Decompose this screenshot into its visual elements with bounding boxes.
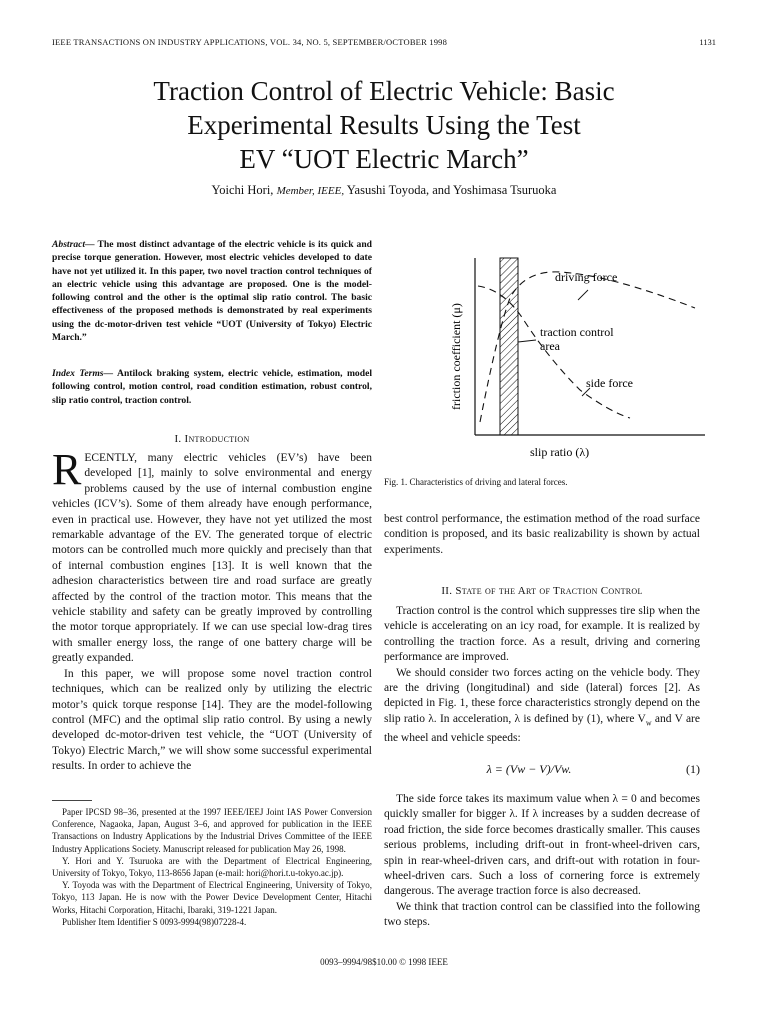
section-heading-state-of-art xyxy=(384,585,700,597)
index-terms-text: Antilock braking system, electric vehicle, estimation, model following control, motion control, road condition estimation, robust control, slip ratio control, traction control. xyxy=(52,368,372,406)
drop-cap: R xyxy=(52,445,82,494)
index-terms xyxy=(52,367,372,407)
footnote-paragraph-2: Y. Hori and Y. Tsuruoka are with the Department of Electrical Engineering, University of Tokyo, Tokyo, 113-8656 Japan (e-mail: hori@hori.t.u-tokyo.ac.jp). xyxy=(52,855,372,879)
figure-1-caption: Fig. 1. Characteristics of driving and lateral forces. xyxy=(384,477,568,487)
page-number: 1131 xyxy=(699,37,716,47)
author-1-membership: Member, IEEE, xyxy=(276,185,345,197)
sec2-paragraph-1: Traction control is the control which suppresses tire slip when the vehicle is accelerating on an icy road, for example. It is realized by controlling the traction force. As a result, driving and cornering performance are improved. xyxy=(384,605,700,664)
figure-1-diagram xyxy=(420,250,720,465)
y-axis-label: friction coefficient (μ) xyxy=(449,303,463,410)
introduction-body xyxy=(52,445,372,775)
sec2-paragraph-2: We should consider two forces acting on the vehicle body. They are the driving (longitudinal) and side (lateral) forces [2]. As depicted in Fig. 1, these force characteristics strongly depend on the slip ratio λ. In acceleration, λ is defined by (1), where $V_w$ and V are the wheel and vehicle speeds: xyxy=(384,666,700,744)
intro-paragraph-2: In this paper, we will propose some novel traction control techniques, which can be realized only by utilizing the electric motor’s quick torque response [14]. They are the model-following control (MFC) and the optimal slip ratio control. By using a newly developed dc-motor-driven test vehicle, the “UOT (University of Tokyo) Electric March,” we will show some successful experimental results. In order to achieve the xyxy=(52,667,372,773)
section-number: I. xyxy=(174,433,182,445)
footnote xyxy=(52,806,372,928)
footnote-paragraph-4: Publisher Item Identifier S 0093-9994(98)07228-4. xyxy=(62,916,247,927)
intro-paragraph-3: best control performance, the estimation method of the road surface condition is proposed, and its basic realizability is shown by actual experiments. xyxy=(384,513,700,556)
title-line-1: Traction Control of Electric Vehicle: Basic xyxy=(153,76,615,106)
sec2-paragraph-3: The side force takes its maximum value when λ = 0 and becomes quickly smaller for bigger λ. If λ increases by a sudden decrease of road friction, the side force becomes drastically smaller. This causes serious problems, including drift-out in front-wheel-driven cars, spin in rear-wheel-driven cars, and drift-out with rotation in four-wheel-driven cars. Such a loss of cornering force is extremely dangerous. The average traction force is also decreased. xyxy=(384,793,700,898)
footnote-rule xyxy=(52,800,92,801)
author-1: Yoichi Hori, xyxy=(211,183,274,197)
equation-number: (1) xyxy=(686,762,700,776)
page-footer: 0093–9994/98$10.00 © 1998 IEEE xyxy=(320,957,448,967)
label-driving-force: driving force xyxy=(555,270,618,284)
index-terms-label: Index Terms— xyxy=(52,368,114,379)
paper-title xyxy=(52,74,716,176)
equation-1 xyxy=(384,762,700,777)
sec2-paragraph-4: We think that traction control can be classified into the following two steps. xyxy=(384,900,700,929)
state-of-art-body-continued xyxy=(384,792,700,931)
label-traction-control: traction control xyxy=(540,325,614,339)
state-of-art-body xyxy=(384,604,700,746)
introduction-continuation xyxy=(384,512,700,558)
driving-force-leader xyxy=(578,290,588,300)
section-number: II. xyxy=(441,585,453,597)
abstract-text: The most distinct advantage of the electric vehicle is its quick and precise torque generation. However, most electric vehicles developed to date have not yet utilized it. In this paper, two novel traction control techniques of an electric vehicle using this advantage are proposed. One is the model-following control and the other is the optimal slip ratio control. The basic effectiveness of the proposed methods is demonstrated by real experiments using the dc-motor-driven test vehicle “UOT (University of Tokyo) Electric March.” xyxy=(52,239,372,344)
label-side-force: side force xyxy=(586,376,633,390)
footnote-paragraph-3: Y. Toyoda was with the Department of Electrical Engineering, University of Tokyo, Tokyo, 113 Japan. He is now with the Power Device Development Center, Hitachi Works, Hitachi Corporation, Hitachi, Ibaraki, 319-1221 Japan. xyxy=(52,880,372,915)
traction-control-area xyxy=(500,258,518,435)
section-title: State of the Art of Traction Control xyxy=(455,585,643,597)
abstract xyxy=(52,238,372,344)
section-heading-introduction xyxy=(52,433,372,445)
intro-paragraph-1: RECENTLY, many electric vehicles (EV’s) have been developed [1], mainly to solve environmental and energy problems caused by the use of internal combustion engine vehicles (ICV’s). Some of them already have enough performance, even in practical use. However, they have not yet utilized the most remarkable advantage of the EV. The generated torque of electric motors can be controlled much more quickly and precisely than that of internal combustion engines [13]. It is well known that the adhesion characteristics between tire and road surface are greatly affected by the control of the traction motor. This means that the vehicle stability and safety can be greatly improved by controlling the motor torque appropriately. If we can use special low-drag tires with smaller energy loss, the range of one battery charge will be greatly expanded. xyxy=(52,445,372,665)
title-line-3: EV “UOT Electric March” xyxy=(239,144,529,174)
label-traction-area: area xyxy=(540,339,560,353)
traction-area-leader xyxy=(518,340,536,342)
author-others: Yasushi Toyoda, and Yoshimasa Tsuruoka xyxy=(346,183,557,197)
equation-body: λ = (Vw − V)/Vw. xyxy=(486,762,572,776)
footnote-paragraph-1: Paper IPCSD 98–36, presented at the 1997 IEEE/IEEJ Joint IAS Power Conversion Conference, Nagaoka, Japan, August 3–6, and approved for publication in the IEEE Transactions on Industry Applications by the Industrial Drives Committee of the IEEE Industry Applications Society. Manuscript released for publication May 26, 1998. xyxy=(52,807,372,854)
x-axis-label: slip ratio (λ) xyxy=(530,445,590,459)
running-header: IEEE TRANSACTIONS ON INDUSTRY APPLICATIONS, VOL. 34, NO. 5, SEPTEMBER/OCTOBER 1998 xyxy=(52,37,448,47)
abstract-label: Abstract— xyxy=(52,239,95,250)
author-line xyxy=(52,183,716,198)
title-line-2: Experimental Results Using the Test xyxy=(187,110,581,140)
section-title: Introduction xyxy=(184,433,250,445)
